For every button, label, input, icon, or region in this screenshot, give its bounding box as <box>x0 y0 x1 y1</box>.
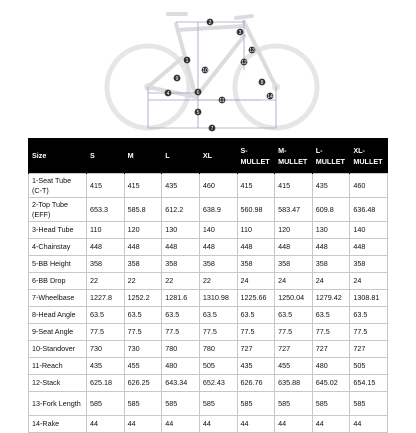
marker-3 <box>237 29 244 36</box>
table-cell: 358 <box>350 256 388 273</box>
table-cell: 415 <box>124 174 162 198</box>
table-cell: 44 <box>275 416 313 433</box>
marker-12 <box>241 59 248 66</box>
column-header: L- MULLET <box>312 138 350 174</box>
table-cell: 626.25 <box>124 375 162 392</box>
svg-text:10: 10 <box>202 67 208 74</box>
table-cell: 480 <box>312 358 350 375</box>
svg-text:2: 2 <box>208 19 212 26</box>
table-cell: 609.8 <box>312 198 350 222</box>
table-row <box>29 341 388 358</box>
table-cell: 435 <box>237 358 275 375</box>
table-cell: 358 <box>87 256 125 273</box>
table-cell: 140 <box>199 222 237 239</box>
row-label: 1-Seat Tube (C-T) <box>29 174 87 198</box>
table-cell: 727 <box>312 341 350 358</box>
table-cell: 455 <box>275 358 313 375</box>
table-cell: 63.5 <box>124 307 162 324</box>
table-cell: 415 <box>275 174 313 198</box>
table-cell: 44 <box>162 416 200 433</box>
table-cell: 415 <box>237 174 275 198</box>
row-label: 4-Chainstay <box>29 239 87 256</box>
table-cell: 63.5 <box>237 307 275 324</box>
column-header: L <box>162 138 200 174</box>
table-cell: 358 <box>162 256 200 273</box>
table-cell: 585 <box>199 392 237 416</box>
table-cell: 44 <box>312 416 350 433</box>
table-cell: 448 <box>350 239 388 256</box>
table-cell: 560.98 <box>237 198 275 222</box>
svg-text:14: 14 <box>267 93 273 100</box>
svg-text:9: 9 <box>175 75 179 82</box>
table-cell: 448 <box>237 239 275 256</box>
table-cell: 585 <box>237 392 275 416</box>
table-cell: 448 <box>275 239 313 256</box>
table-cell: 44 <box>124 416 162 433</box>
svg-text:13: 13 <box>249 47 255 54</box>
table-cell: 585 <box>312 392 350 416</box>
table-cell: 63.5 <box>87 307 125 324</box>
table-row <box>29 239 388 256</box>
table-cell: 435 <box>162 174 200 198</box>
table-row <box>29 290 388 307</box>
svg-text:1: 1 <box>185 57 189 64</box>
table-cell: 638.9 <box>199 198 237 222</box>
column-header: M- MULLET <box>275 138 313 174</box>
table-cell: 585 <box>350 392 388 416</box>
table-cell: 448 <box>312 239 350 256</box>
geometry-table <box>28 138 388 433</box>
table-cell: 1227.8 <box>87 290 125 307</box>
marker-7 <box>209 125 216 132</box>
table-cell: 77.5 <box>237 324 275 341</box>
table-cell: 77.5 <box>199 324 237 341</box>
table-cell: 448 <box>162 239 200 256</box>
row-label: 14-Rake <box>29 416 87 433</box>
table-cell: 110 <box>87 222 125 239</box>
table-cell: 120 <box>124 222 162 239</box>
table-cell: 22 <box>199 273 237 290</box>
table-cell: 625.18 <box>87 375 125 392</box>
column-header-size: Size <box>29 138 87 174</box>
table-cell: 727 <box>350 341 388 358</box>
table-cell: 480 <box>162 358 200 375</box>
table-row <box>29 256 388 273</box>
table-cell: 77.5 <box>312 324 350 341</box>
marker-2 <box>207 19 214 26</box>
svg-text:12: 12 <box>241 59 247 66</box>
table-cell: 110 <box>237 222 275 239</box>
svg-text:3: 3 <box>238 29 242 36</box>
table-cell: 727 <box>275 341 313 358</box>
table-cell: 652.43 <box>199 375 237 392</box>
table-cell: 22 <box>87 273 125 290</box>
svg-text:7: 7 <box>210 125 214 132</box>
table-cell: 435 <box>312 174 350 198</box>
table-cell: 140 <box>350 222 388 239</box>
table-cell: 505 <box>199 358 237 375</box>
table-cell: 24 <box>237 273 275 290</box>
row-label: 2-Top Tube (EFF) <box>29 198 87 222</box>
row-label: 3-Head Tube <box>29 222 87 239</box>
marker-13 <box>249 47 256 54</box>
table-cell: 1310.98 <box>199 290 237 307</box>
table-cell: 1281.6 <box>162 290 200 307</box>
row-label: 9-Seat Angle <box>29 324 87 341</box>
table-cell: 585.8 <box>124 198 162 222</box>
column-header: M <box>124 138 162 174</box>
table-cell: 63.5 <box>312 307 350 324</box>
table-cell: 44 <box>237 416 275 433</box>
svg-text:8: 8 <box>260 79 264 86</box>
row-label: 10-Standover <box>29 341 87 358</box>
table-cell: 130 <box>312 222 350 239</box>
table-cell: 448 <box>87 239 125 256</box>
table-cell: 24 <box>312 273 350 290</box>
table-cell: 77.5 <box>124 324 162 341</box>
table-cell: 63.5 <box>162 307 200 324</box>
table-cell: 358 <box>199 256 237 273</box>
table-cell: 505 <box>350 358 388 375</box>
table-cell: 727 <box>237 341 275 358</box>
column-header: S- MULLET <box>237 138 275 174</box>
table-cell: 455 <box>124 358 162 375</box>
table-row <box>29 307 388 324</box>
table-cell: 730 <box>124 341 162 358</box>
table-row <box>29 222 388 239</box>
table-cell: 626.76 <box>237 375 275 392</box>
table-row <box>29 273 388 290</box>
table-cell: 654.15 <box>350 375 388 392</box>
row-label: 8-Head Angle <box>29 307 87 324</box>
row-label: 12-Stack <box>29 375 87 392</box>
svg-text:6: 6 <box>196 89 200 96</box>
row-label: 11-Reach <box>29 358 87 375</box>
table-cell: 44 <box>199 416 237 433</box>
table-cell: 77.5 <box>275 324 313 341</box>
table-cell: 77.5 <box>162 324 200 341</box>
table-cell: 415 <box>87 174 125 198</box>
marker-5 <box>195 109 202 116</box>
table-cell: 585 <box>124 392 162 416</box>
table-cell: 63.5 <box>275 307 313 324</box>
table-cell: 612.2 <box>162 198 200 222</box>
table-cell: 730 <box>87 341 125 358</box>
table-cell: 460 <box>199 174 237 198</box>
table-cell: 130 <box>162 222 200 239</box>
table-cell: 1225.66 <box>237 290 275 307</box>
table-cell: 1308.81 <box>350 290 388 307</box>
table-cell: 63.5 <box>350 307 388 324</box>
table-cell: 1250.04 <box>275 290 313 307</box>
row-label: 7-Wheelbase <box>29 290 87 307</box>
svg-text:4: 4 <box>166 90 170 97</box>
table-cell: 358 <box>312 256 350 273</box>
table-cell: 435 <box>87 358 125 375</box>
table-cell: 77.5 <box>87 324 125 341</box>
table-cell: 63.5 <box>199 307 237 324</box>
row-label: 13-Fork Length <box>29 392 87 416</box>
table-cell: 635.88 <box>275 375 313 392</box>
marker-9 <box>174 75 181 82</box>
marker-14 <box>267 93 274 100</box>
table-cell: 585 <box>275 392 313 416</box>
table-cell: 44 <box>87 416 125 433</box>
table-cell: 24 <box>275 273 313 290</box>
bike-geometry-diagram <box>0 0 416 138</box>
table-cell: 22 <box>124 273 162 290</box>
table-header-row <box>29 138 388 174</box>
table-cell: 780 <box>199 341 237 358</box>
table-cell: 1252.2 <box>124 290 162 307</box>
table-cell: 358 <box>124 256 162 273</box>
column-header: XL- MULLET <box>350 138 388 174</box>
table-cell: 585 <box>162 392 200 416</box>
svg-text:11: 11 <box>219 97 225 104</box>
table-cell: 643.34 <box>162 375 200 392</box>
marker-4 <box>165 90 172 97</box>
table-row <box>29 324 388 341</box>
table-row <box>29 358 388 375</box>
marker-8 <box>259 79 266 86</box>
table-cell: 585 <box>87 392 125 416</box>
marker-11 <box>219 97 226 104</box>
table-cell: 77.5 <box>350 324 388 341</box>
table-cell: 583.47 <box>275 198 313 222</box>
table-row <box>29 174 388 198</box>
table-cell: 1279.42 <box>312 290 350 307</box>
table-cell: 120 <box>275 222 313 239</box>
table-row <box>29 198 388 222</box>
table-cell: 460 <box>350 174 388 198</box>
table-cell: 653.3 <box>87 198 125 222</box>
table-body <box>29 174 388 433</box>
table-cell: 780 <box>162 341 200 358</box>
table-cell: 358 <box>275 256 313 273</box>
table-cell: 24 <box>350 273 388 290</box>
table-row <box>29 375 388 392</box>
table-cell: 358 <box>237 256 275 273</box>
table-row <box>29 392 388 416</box>
row-label: 6-BB Drop <box>29 273 87 290</box>
table-cell: 636.48 <box>350 198 388 222</box>
table-row <box>29 416 388 433</box>
svg-text:5: 5 <box>196 109 200 116</box>
marker-10 <box>202 67 209 74</box>
table-cell: 22 <box>162 273 200 290</box>
column-header: XL <box>199 138 237 174</box>
table-cell: 44 <box>350 416 388 433</box>
bike-frame <box>148 14 276 97</box>
column-header: S <box>87 138 125 174</box>
table-cell: 645.02 <box>312 375 350 392</box>
table-cell: 448 <box>199 239 237 256</box>
row-label: 5-BB Height <box>29 256 87 273</box>
table-cell: 448 <box>124 239 162 256</box>
